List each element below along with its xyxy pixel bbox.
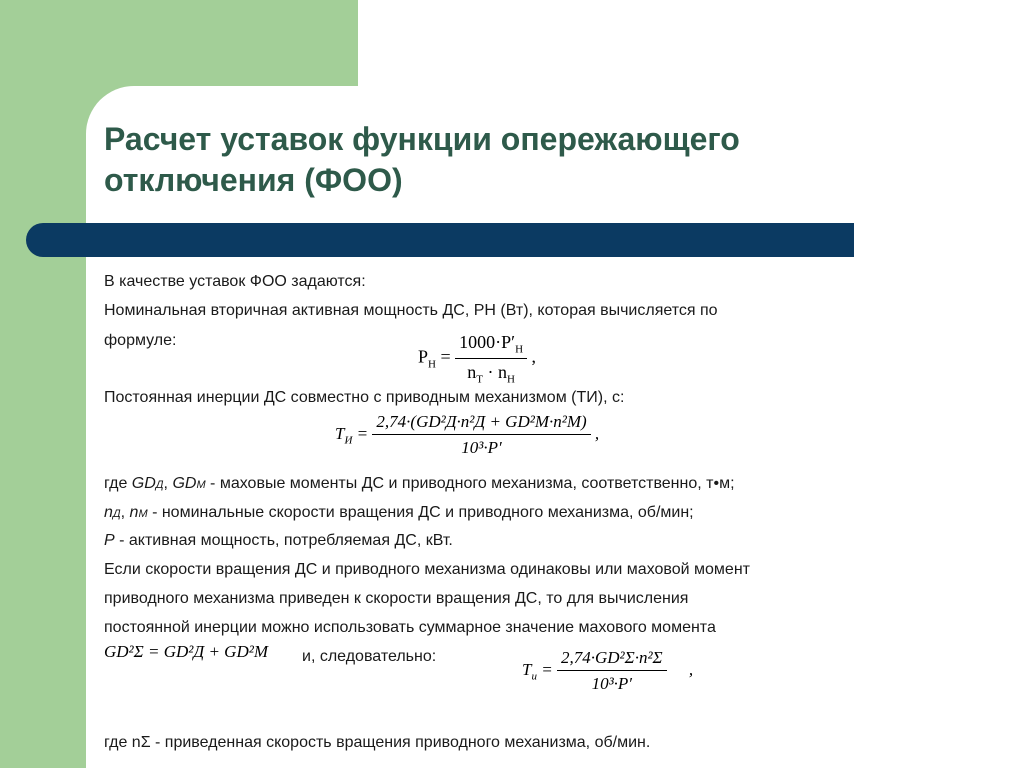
l6-comma: , <box>120 504 130 521</box>
formula-ti2-lhs: T <box>522 659 532 679</box>
text-line-8: Если скорости вращения ДС и приводного механизма одинаковы или маховой момент <box>104 561 750 578</box>
l6-rest: - номинальные скорости вращения ДС и приводного механизма, об/мин; <box>147 504 694 521</box>
formula-pn-lhs: P <box>418 346 429 367</box>
l5-gd2: GD <box>172 475 197 492</box>
formula-ti2-numerator: 2,74·GD²Σ·n²Σ <box>557 648 667 671</box>
l6-s2: М <box>138 508 148 520</box>
l6-n2: n <box>129 504 139 521</box>
text-line-9: приводного механизма приведен к скорости вращения ДС, то для вычисления <box>104 590 689 607</box>
formula-ti2 <box>522 648 693 694</box>
formula-ti-tail: , <box>594 423 600 443</box>
formula-pn-num-sub: Н <box>515 343 524 356</box>
formula-pn <box>418 332 536 385</box>
text-line-4: Постоянная инерции ДС совместно с приводным механизмом (ТИ), с: <box>104 389 625 406</box>
slide-title: Расчет уставок функции опережающего отключения (ФОО) <box>104 121 740 198</box>
formula-ti2-tail: , <box>688 659 694 679</box>
formula-ti2-denominator: 10³·P′ <box>591 674 633 693</box>
formula-ti2-lhs-sub: и <box>531 670 537 683</box>
l5-pre: где <box>104 475 132 492</box>
formula-ti-lhs: T <box>335 423 345 443</box>
formula-pn-den-a-sub: Т <box>476 373 483 386</box>
formula-ti2-eq: = <box>541 659 557 679</box>
l7-p: P <box>104 532 115 549</box>
text-line-12: где nΣ - приведенная скорость вращения приводного механизма, об/мин. <box>104 734 651 751</box>
l5-sub2: М <box>196 479 206 491</box>
formula-ti2-fraction <box>557 648 667 694</box>
formula-pn-fraction <box>455 332 527 385</box>
formula-pn-den-dot: · n <box>482 361 507 382</box>
l6-n1: n <box>104 504 113 521</box>
formula-gd-sum: GD²Σ = GD²Д + GD²М <box>104 642 268 661</box>
l5-gd1: GD <box>131 475 156 492</box>
formula-pn-den-b-sub: Н <box>506 373 515 386</box>
formula-ti-numerator: 2,74·(GD²Д·n²Д + GD²М·n²М) <box>372 412 590 435</box>
l5-sub1: Д <box>155 479 164 491</box>
formula-ti-lhs-sub: И <box>344 434 353 447</box>
text-line-10: постоянной инерции можно использовать суммарное значение махового момента <box>104 619 716 636</box>
l5-rest: - маховые моменты ДС и приводного механизма, соответственно, т•м; <box>205 475 735 492</box>
text-line-1: В качестве уставок ФОО задаются: <box>104 273 366 290</box>
text-line-6 <box>104 504 694 522</box>
formula-pn-lhs-sub: Н <box>428 358 436 371</box>
l6-s1: Д <box>112 508 121 520</box>
formula-pn-den-a: n <box>467 361 477 382</box>
text-line-2: Номинальная вторичная активная мощность ДС, РН (Вт), которая вычисляется по <box>104 302 718 319</box>
formula-pn-tail: , <box>531 346 537 367</box>
formula-ti <box>335 412 599 458</box>
l7-rest: - активная мощность, потребляемая ДС, кВт. <box>114 532 453 549</box>
text-line-5 <box>104 475 735 493</box>
text-line-7 <box>104 532 453 550</box>
text-line-3: формуле: <box>104 332 177 349</box>
formula-pn-numerator: 1000·P′ <box>459 332 516 352</box>
text-line-11: и, следовательно: <box>302 648 437 665</box>
formula-pn-eq: = <box>440 346 456 367</box>
title-underline-bar <box>26 223 854 257</box>
formula-ti-denominator: 10³·P′ <box>461 438 502 457</box>
formula-ti-fraction <box>372 412 590 458</box>
formula-ti-eq: = <box>356 423 373 443</box>
l5-comma: , <box>163 475 173 492</box>
